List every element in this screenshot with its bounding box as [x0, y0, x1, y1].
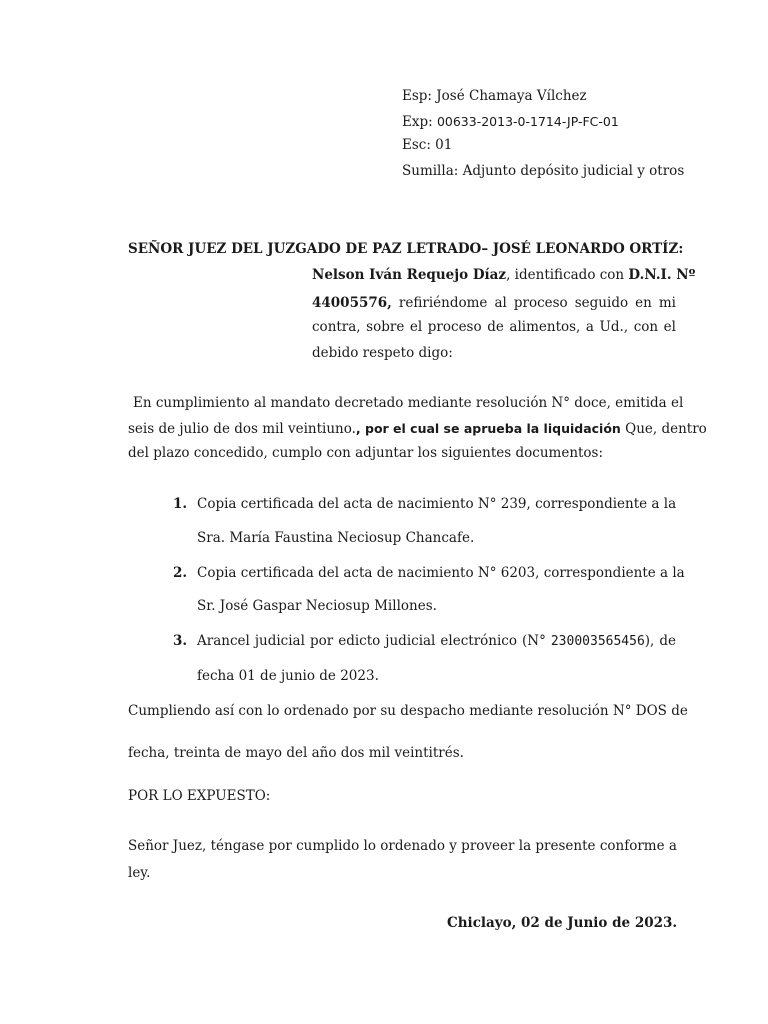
exp-label: Exp:	[402, 114, 437, 130]
item-2-number: 2.	[173, 565, 188, 581]
arancel-number: 230003565456	[550, 634, 645, 649]
item-1-line-2: Sra. María Faustina Neciosup Chancafe.	[197, 530, 475, 546]
dni-number: 44005576,	[312, 295, 392, 311]
item-1-number: 1.	[173, 496, 188, 512]
item-2-line-1: Copia certificada del acta de nacimiento N° 6203, correspondiente a la	[197, 565, 685, 581]
item-1-line-1: Copia certificada del acta de nacimiento N° 239, correspondiente a la	[197, 496, 677, 512]
body-line-2: seis de julio de dos mil veintiuno., por el cual se aprueba la liquidación Que, dentro	[128, 421, 707, 437]
closing-line-1: Cumpliendo así con lo ordenado por su despacho mediante resolución N° DOS de	[128, 703, 688, 719]
request-line-1: Señor Juez, téngase por cumplido lo ordenado y proveer la presente conforme a	[128, 838, 677, 854]
request-line-2: ley.	[128, 865, 151, 881]
item-3-line-1: Arancel judicial por edicto judicial electrónico (N° 230003565456), de	[197, 633, 676, 649]
body-line-1: En cumplimiento al mandato decretado mediante resolución N° doce, emitida el	[133, 395, 684, 411]
exp-line	[402, 113, 619, 131]
por-lo-expuesto: POR LO EXPUESTO:	[128, 788, 271, 804]
addressee: SEÑOR JUEZ DEL JUZGADO DE PAZ LETRADO– JOSÉ LEONARDO ORTÍZ:	[128, 241, 684, 257]
exp-number: 00633-2013-0-1714-JP-FC-01	[436, 114, 619, 129]
intro-line-2: 44005576, refiriéndome al proceso seguido en mi	[312, 295, 676, 311]
intro-line-4: debido respeto digo:	[312, 345, 453, 361]
petitioner-name: Nelson Iván Requejo Díaz	[312, 267, 507, 283]
intro-line-3: contra, sobre el proceso de alimentos, a Ud., con el	[312, 319, 676, 335]
body-line-3: del plazo concedido, cumplo con adjuntar los siguientes documentos:	[128, 445, 604, 461]
dni-label: D.N.I. Nº	[628, 267, 696, 283]
closing-line-2: fecha, treinta de mayo del año dos mil veintitrés.	[128, 745, 464, 761]
sumilla-line: Sumilla: Adjunto depósito judicial y otros	[402, 163, 685, 179]
item-3-line-2: fecha 01 de junio de 2023.	[197, 668, 379, 684]
esc-line: Esc: 01	[402, 137, 453, 153]
item-3-number: 3.	[173, 633, 188, 649]
place-date: Chiclayo, 02 de Junio de 2023.	[447, 915, 678, 931]
esp-line: Esp: José Chamaya Vílchez	[402, 88, 587, 104]
item-2-line-2: Sr. José Gaspar Neciosup Millones.	[197, 598, 437, 614]
intro-line-1: Nelson Iván Requejo Díaz, identificado con D.N.I. Nº	[312, 267, 696, 283]
liquidation-phrase: , por el cual se aprueba la liquidación	[355, 421, 621, 436]
